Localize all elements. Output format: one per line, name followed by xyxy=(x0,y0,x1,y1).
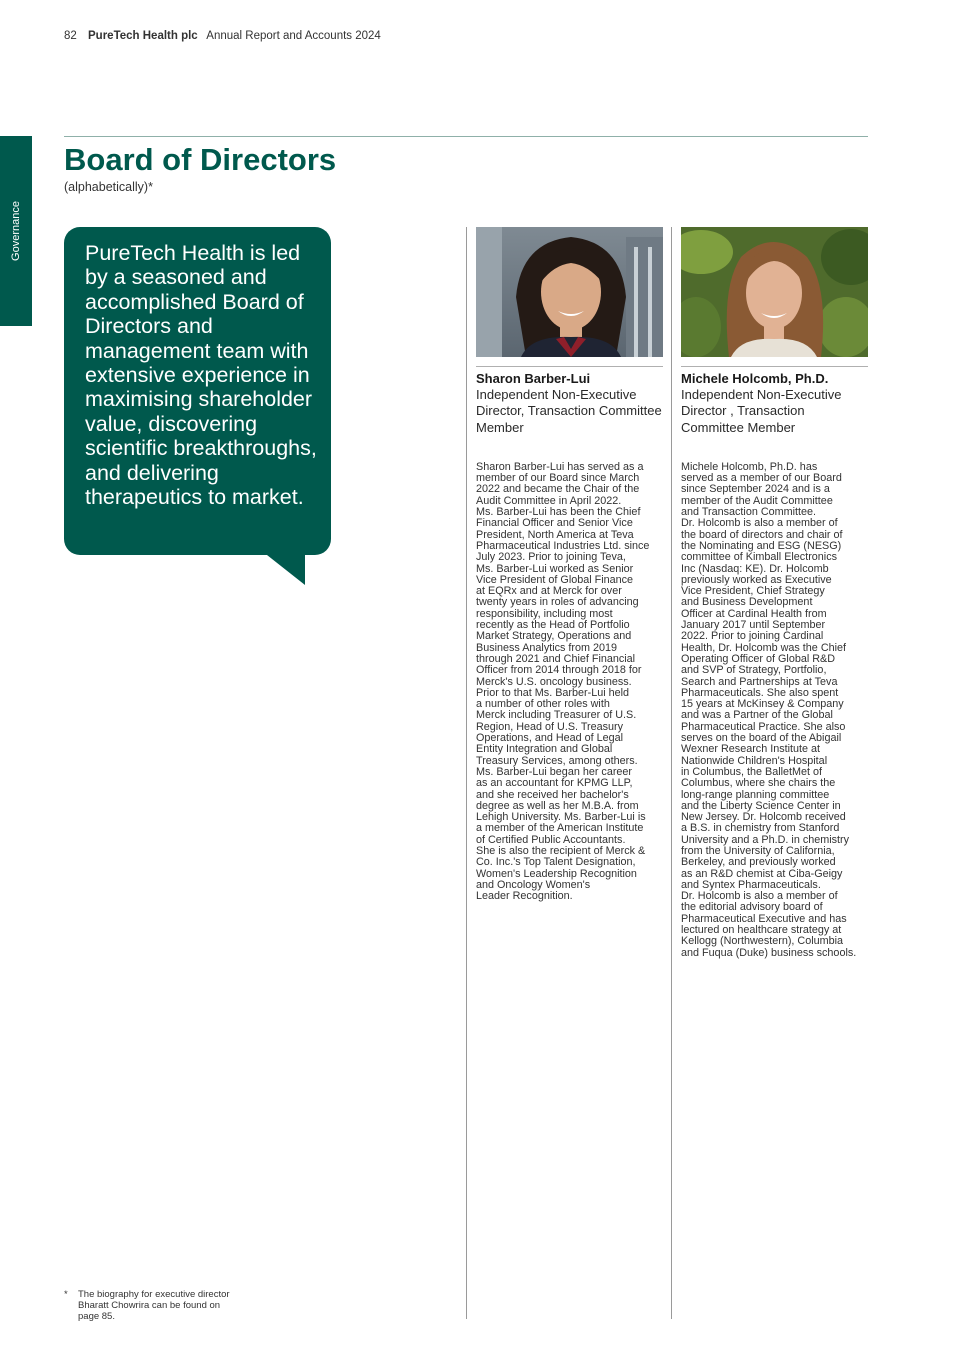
director-bio: Sharon Barber-Lui has served as a member of our Board since March 2022 and became the Chair of the Audit Committee in April 2022. Ms. Barber-Lui has been the Chief Financial Officer and Senior Vice President, North America at Teva Pharmaceutical Industries Ltd. since July 2023. Prior to joining Teva, Ms. Barber-Lui worked as Senior Vice President of Global Finance at EQRx and at Merck for over twenty years in roles of advancing responsibility, including most recently as the Head of Portfolio Market Strategy, Operations and Business Analytics from 2019 through 2021 and Chief Financial Officer from 2014 through 2018 for Merck's U.S. oncology business. Prior to that Ms. Barber-Lui held a number of other roles with Merck including Treasurer of U.S. Region, Head of U.S. Treasury Operations, and Head of Legal Entity Integration and Global Treasury Services, among others. Ms. Barber-Lui began her career as an accountant for KPMG LLP, and she received her bachelor's degree as well as her M.B.A. from Lehigh University. Ms. Barber-Lui is a member of the American Institute of Certified Public Accountants. She is also the recipient of Merck & Co. Inc.'s Top Talent Designation, Women's Leadership Recognition and Oncology Women's Leader Recognition. xyxy=(476,460,650,903)
page-subtitle: (alphabetically)* xyxy=(64,180,153,194)
footnote-marker: * xyxy=(64,1289,68,1300)
director-name: Michele Holcomb, Ph.D. xyxy=(681,371,829,386)
column-divider xyxy=(466,227,467,1319)
director-bio: Michele Holcomb, Ph.D. has served as a member of our Board since September 2024 and is a member of the Audit Committee and Transaction Committee. Dr. Holcomb is also a member of the board of directors and chair of the Nominating and ESG (NESG) committee of Kimball Electronics Inc (Nasdaq: KE). Dr. Holcomb previously worked as Executive Vice President, Chief Strategy and Business Development Officer at Cardinal Health from January 2017 until September 2022. Prior to joining Cardinal Health, Dr. Holcomb was the Chief Operating Officer of Global R&D and SVP of Strategy, Portfolio, Search and Partnerships at Teva Pharmaceuticals. She also spent 15 years at McKinsey & Company and was a Partner of the Global Pharmaceutical Practice. She also serves on the board of the Abigail Wexner Research Institute at Nationwide Children's Hospital in Columbus, the BalletMet of Columbus, where she chairs the long-range planning committee and the Liberty Science Center in New Jersey. Dr. Holcomb received a B.S. in chemistry from Stanford University and a Ph.D. in chemistry from the University of California, Berkeley, and previously worked as an R&D chemist at Ciba-Geigy and Syntex Pharmaceuticals. Dr. Holcomb is also a member of the editorial advisory board of Pharmaceutical Executive and has lectured on healthcare strategy at Kellogg (Northwestern), Columbia and Fuqua (Duke) business schools. xyxy=(681,460,857,959)
footnote-text: The biography for executive director Bharatt Chowrira can be found on page 85. xyxy=(78,1289,230,1322)
column-divider xyxy=(671,227,672,1319)
director-card xyxy=(681,227,868,959)
director-role: Independent Non-Executive Director , Transaction Committee Member xyxy=(681,387,842,435)
director-role: Independent Non-Executive Director, Transaction Committee Member xyxy=(476,387,662,435)
director-name: Sharon Barber-Lui xyxy=(476,371,591,386)
director-photo xyxy=(476,227,663,357)
page-number: 82 xyxy=(64,30,77,42)
director-photo xyxy=(681,227,868,357)
pull-quote: PureTech Health is led by a seasoned and accomplished Board of Directors and management team with extensive experience in maximising shareholder value, discovering scientific breakthroughs, and delivering therapeutics to market. xyxy=(64,227,331,555)
page-title: Board of Directors xyxy=(64,142,337,177)
company-name: PureTech Health plc xyxy=(88,30,198,42)
report-name: Annual Report and Accounts 2024 xyxy=(206,30,381,42)
section-tab-label: Governance xyxy=(10,201,22,261)
director-card xyxy=(476,227,663,902)
section-tab xyxy=(0,136,32,326)
page-header xyxy=(64,30,381,42)
pull-quote-tail xyxy=(267,555,305,585)
footnote xyxy=(64,1289,254,1322)
name-divider xyxy=(476,366,663,367)
title-divider xyxy=(64,136,868,137)
name-divider xyxy=(681,366,868,367)
